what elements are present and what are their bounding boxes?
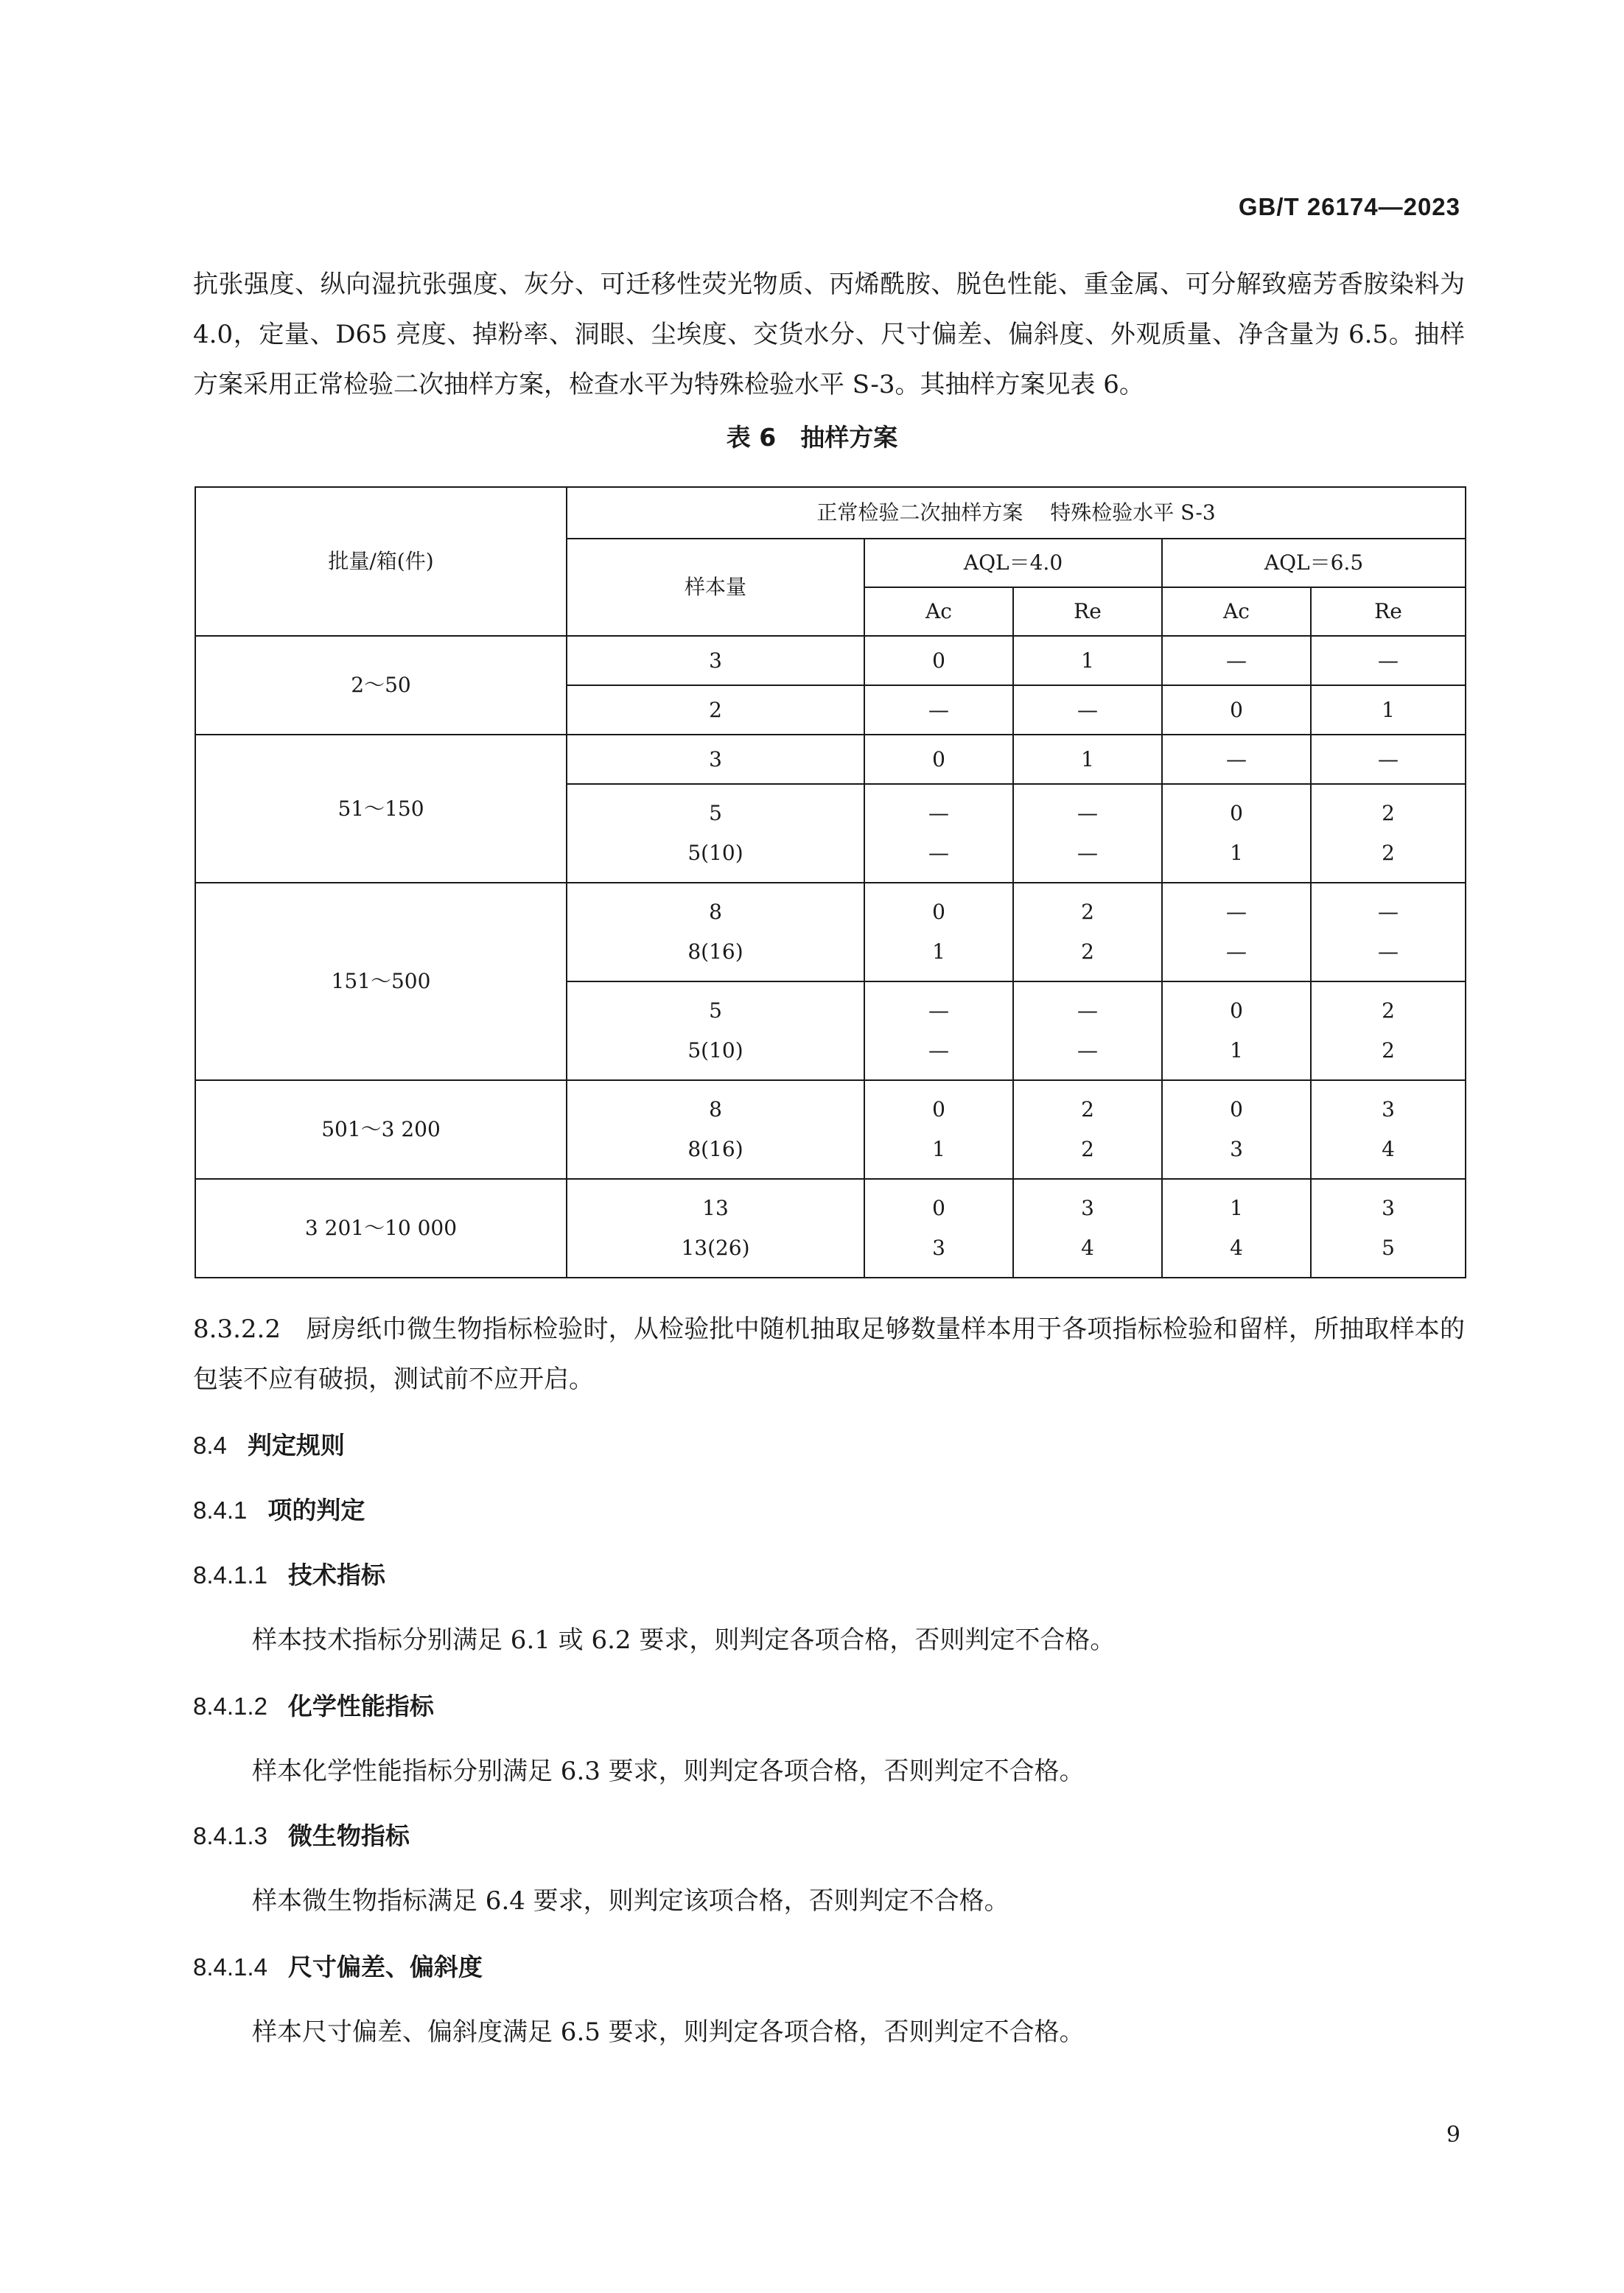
ac-header: Ac xyxy=(864,587,1013,636)
section-number: 8.4.1.2 xyxy=(193,1692,267,1720)
section-number: 8.4.1.3 xyxy=(193,1822,267,1849)
batch-cell: 151～500 xyxy=(195,883,567,1080)
re-cell: 3 4 xyxy=(1013,1179,1162,1278)
section-8-4-1-3 xyxy=(193,1817,410,1852)
section-number: 8.4.1 xyxy=(193,1496,248,1524)
ac-cell: 0 1 xyxy=(864,883,1013,981)
clause-8-3-2-2: 8.3.2.2 厨房纸巾微生物指标检验时，从检验批中随机抽取足够数量样本用于各项指标检验和留样，所抽取样本的包装不应有破损，测试前不应开启。 xyxy=(193,1314,1465,1394)
batch-header: 批量/箱(件) xyxy=(195,487,567,636)
ac-cell: 0 3 xyxy=(864,1179,1013,1278)
section-body: 样本技术指标分别满足 6.1 或 6.2 要求，则判定各项合格，否则判定不合格。 xyxy=(252,1625,1116,1655)
re-cell: 1 xyxy=(1311,685,1466,735)
sample-size-cell: 13 13(26) xyxy=(567,1179,864,1278)
re-cell: — — xyxy=(1311,883,1466,981)
page-number: 9 xyxy=(1446,2122,1460,2148)
section-number: 8.4 xyxy=(193,1432,227,1459)
section-body: 样本化学性能指标分别满足 6.3 要求，则判定各项合格，否则判定不合格。 xyxy=(252,1757,1085,1786)
sample-size-cell: 3 xyxy=(567,735,864,784)
re-cell: — — xyxy=(1013,981,1162,1080)
section-8-4-1 xyxy=(193,1491,365,1526)
sample-size-header: 样本量 xyxy=(567,539,864,636)
standard-number: GB/T 26174—2023 xyxy=(1238,193,1460,220)
sampling-plan-table xyxy=(195,486,1466,1278)
section-8-4-1-1 xyxy=(193,1556,385,1591)
re-header: Re xyxy=(1013,587,1162,636)
sample-size-cell: 3 xyxy=(567,636,864,685)
plan-header: 正常检验二次抽样方案 特殊检验水平 S-3 xyxy=(567,487,1466,539)
re-cell: — xyxy=(1013,685,1162,735)
section-title: 项的判定 xyxy=(267,1496,365,1524)
sample-size-cell: 2 xyxy=(567,685,864,735)
ac-cell: 0 xyxy=(864,636,1013,685)
sample-size-cell: 5 5(10) xyxy=(567,784,864,883)
ac-cell: — — xyxy=(1162,883,1311,981)
ac-cell: — xyxy=(864,685,1013,735)
section-8-4-1-2 xyxy=(193,1687,434,1722)
ac-cell: — xyxy=(1162,735,1311,784)
sample-size-cell: 5 5(10) xyxy=(567,981,864,1080)
re-cell: — xyxy=(1311,735,1466,784)
section-title: 判定规则 xyxy=(247,1431,345,1460)
re-cell: — — xyxy=(1013,784,1162,883)
table-caption: 表 6 抽样方案 xyxy=(726,423,898,452)
re-cell: 3 4 xyxy=(1311,1080,1466,1179)
ac-cell: 1 4 xyxy=(1162,1179,1311,1278)
ac-cell: 0 1 xyxy=(1162,784,1311,883)
section-8-4-1-4 xyxy=(193,1948,483,1983)
section-body: 样本尺寸偏差、偏斜度满足 6.5 要求，则判定各项合格，否则判定不合格。 xyxy=(252,2017,1085,2047)
aql-4-header: AQL＝4.0 xyxy=(864,539,1162,587)
section-number: 8.4.1.1 xyxy=(193,1561,267,1589)
ac-header: Ac xyxy=(1162,587,1311,636)
ac-cell: — xyxy=(1162,636,1311,685)
batch-cell: 3 201～10 000 xyxy=(195,1179,567,1278)
section-title: 技术指标 xyxy=(287,1561,385,1589)
re-cell: 2 2 xyxy=(1311,784,1466,883)
batch-cell: 2～50 xyxy=(195,636,567,735)
re-cell: 1 xyxy=(1013,636,1162,685)
ac-cell: 0 1 xyxy=(1162,981,1311,1080)
re-header: Re xyxy=(1311,587,1466,636)
re-cell: — xyxy=(1311,636,1466,685)
sample-size-cell: 8 8(16) xyxy=(567,1080,864,1179)
re-cell: 2 2 xyxy=(1013,883,1162,981)
ac-cell: — — xyxy=(864,981,1013,1080)
aql-6-5-header: AQL＝6.5 xyxy=(1162,539,1466,587)
section-8-4 xyxy=(193,1426,345,1461)
section-body: 样本微生物指标满足 6.4 要求，则判定该项合格，否则判定不合格。 xyxy=(252,1886,1009,1916)
section-number: 8.4.1.4 xyxy=(193,1953,267,1981)
re-cell: 3 5 xyxy=(1311,1179,1466,1278)
re-cell: 2 2 xyxy=(1013,1080,1162,1179)
intro-paragraph: 抗张强度、纵向湿抗张强度、灰分、可迁移性荧光物质、丙烯酰胺、脱色性能、重金属、可分解致癌芳香胺染料为 4.0，定量、D65 亮度、掉粉率、洞眼、尘埃度、交货水分、尺寸偏差、偏斜度、外观质量、净含量为 6.5。抽样方案采用正常检验二次抽样方案，检查水平为特殊检验水平 S-3。其抽样方案见表 6。 xyxy=(193,270,1465,399)
section-title: 化学性能指标 xyxy=(287,1692,434,1720)
ac-cell: 0 1 xyxy=(864,1080,1013,1179)
section-title: 尺寸偏差、偏斜度 xyxy=(287,1953,483,1981)
ac-cell: 0 xyxy=(864,735,1013,784)
batch-cell: 51～150 xyxy=(195,735,567,883)
sample-size-cell: 8 8(16) xyxy=(567,883,864,981)
re-cell: 2 2 xyxy=(1311,981,1466,1080)
ac-cell: 0 xyxy=(1162,685,1311,735)
ac-cell: — — xyxy=(864,784,1013,883)
re-cell: 1 xyxy=(1013,735,1162,784)
batch-cell: 501～3 200 xyxy=(195,1080,567,1179)
section-title: 微生物指标 xyxy=(287,1821,410,1850)
ac-cell: 0 3 xyxy=(1162,1080,1311,1179)
